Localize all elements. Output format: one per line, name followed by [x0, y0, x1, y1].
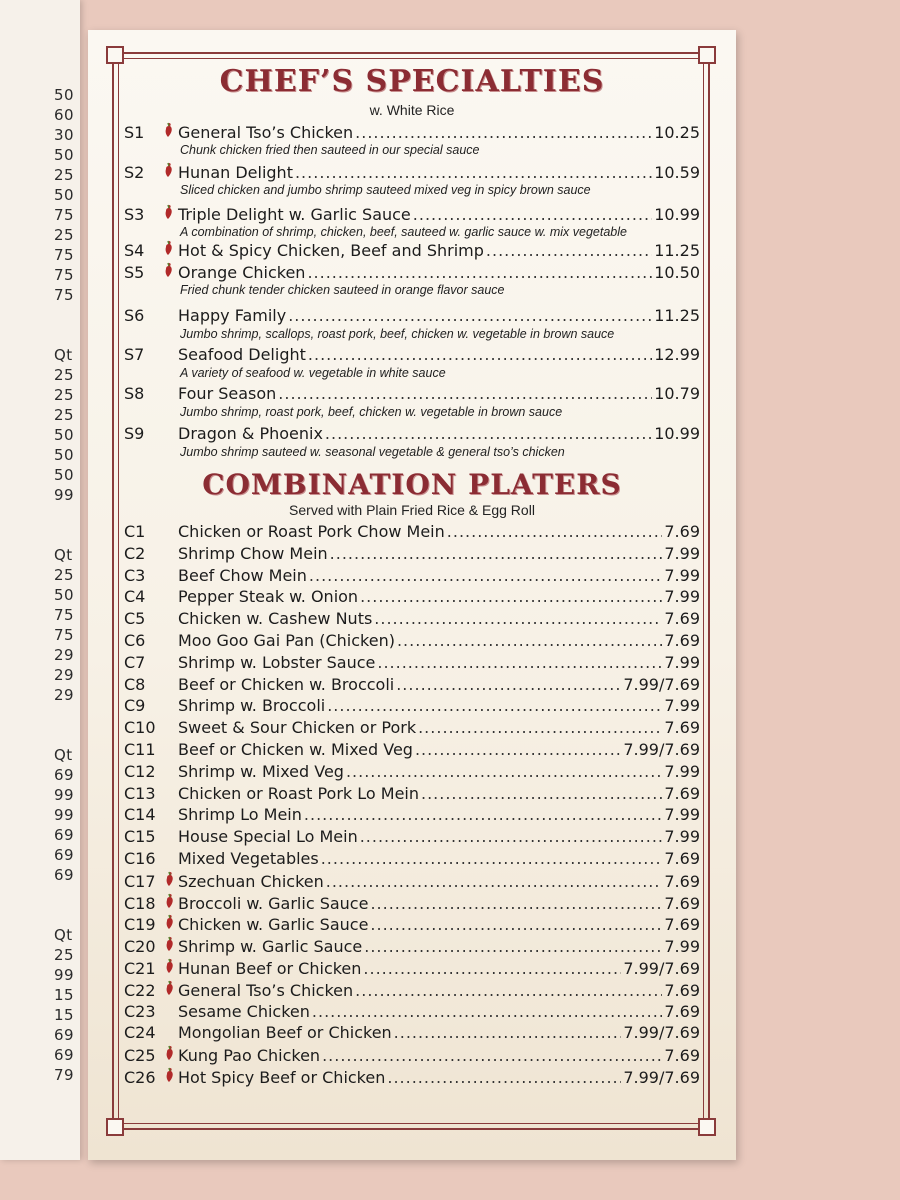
menu-item-row [124, 936, 700, 956]
menu-item-row [124, 675, 700, 694]
dot-leader [321, 849, 663, 868]
menu-item-row [124, 696, 700, 715]
item-name: Dragon & Phoenix [178, 424, 323, 443]
item-price: 7.99 [664, 761, 700, 781]
item-code: S5 [124, 263, 145, 282]
menu-item-row [124, 784, 700, 803]
left-page-number: Qt [54, 746, 73, 764]
item-code: C17 [124, 871, 156, 891]
item-code: C18 [124, 893, 156, 913]
dot-leader [309, 566, 662, 585]
dot-leader [486, 241, 652, 260]
left-page-number: 50 [54, 446, 75, 464]
item-code: S6 [124, 306, 145, 325]
chili-pepper-icon [158, 262, 178, 282]
menu-item-row [124, 587, 700, 606]
menu-item-row [124, 740, 700, 759]
dot-leader [288, 306, 652, 325]
left-page-number: 99 [54, 806, 75, 824]
item-name: Szechuan Chicken [178, 871, 324, 891]
dot-leader [394, 1023, 622, 1042]
item-price: 7.99 [664, 587, 700, 607]
item-name: Mixed Vegetables [178, 849, 319, 868]
left-page-number: 99 [54, 966, 75, 984]
item-name: Four Season [178, 384, 277, 403]
menu-item-row [124, 805, 700, 824]
left-page-number: 75 [54, 606, 75, 624]
item-description: Jumbo shrimp, roast pork, beef, chicken w. vegetable in brown sauce [180, 405, 563, 419]
left-page-number: 50 [54, 86, 75, 104]
item-name: House Special Lo Mein [178, 827, 358, 847]
left-page-number: 25 [54, 166, 75, 184]
menu-item-row [124, 162, 700, 182]
menu-item-row [124, 1023, 700, 1042]
item-name: Happy Family [178, 306, 287, 325]
left-page-number: Qt [54, 546, 73, 564]
item-code: C11 [124, 740, 156, 759]
item-code: C1 [124, 522, 146, 541]
item-price: 10.99 [654, 424, 700, 443]
dot-leader [308, 345, 652, 364]
menu-item-row [124, 384, 700, 403]
left-page-number: 69 [54, 766, 75, 784]
left-page-number: 69 [54, 1026, 75, 1044]
item-price: 7.99 [664, 696, 700, 716]
item-name: Mongolian Beef or Chicken [178, 1023, 392, 1043]
item-name: Chicken w. Cashew Nuts [178, 609, 373, 629]
item-code: C25 [124, 1046, 156, 1066]
item-name: Beef Chow Mein [178, 565, 307, 585]
item-price: 7.69 [664, 631, 700, 650]
item-code: C26 [124, 1068, 156, 1087]
chefs-specialties-subtitle: w. White Rice [369, 102, 455, 118]
chili-pepper-icon [158, 240, 178, 260]
item-code: C8 [124, 674, 146, 694]
item-name: Beef or Chicken w. Broccoli [178, 674, 395, 694]
item-code: S7 [124, 345, 145, 364]
item-name: Hunan Delight [178, 163, 293, 182]
item-code: S4 [124, 241, 145, 260]
item-name: Chicken or Roast Pork Chow Mein [178, 522, 445, 541]
menu-item-row [124, 1067, 700, 1087]
dot-leader [360, 587, 662, 606]
left-page-number: 15 [54, 986, 75, 1004]
item-code: C3 [124, 565, 146, 585]
item-code: C20 [124, 937, 156, 957]
menu-card [88, 30, 736, 1160]
menu-item-row [124, 762, 700, 781]
item-price: 7.99 [664, 543, 700, 563]
item-name: Triple Delight w. Garlic Sauce [178, 205, 411, 224]
dot-leader [447, 522, 663, 541]
dot-leader [370, 894, 662, 913]
menu-item-row [124, 122, 700, 142]
chili-pepper-icon [160, 936, 178, 956]
menu-item-row [124, 718, 700, 737]
item-price: 7.69 [664, 871, 700, 891]
menu-item-row [124, 1002, 700, 1021]
item-name: Seafood Delight [178, 345, 306, 364]
menu-item-row [124, 204, 700, 224]
menu-item-row [124, 893, 700, 913]
item-price: 7.69 [664, 893, 700, 913]
dot-leader [312, 1002, 662, 1021]
item-price: 7.69 [664, 522, 700, 541]
item-name: Shrimp Lo Mein [178, 805, 302, 825]
item-price: 7.69 [664, 1046, 700, 1066]
dot-leader [325, 424, 652, 443]
dot-leader [415, 740, 621, 759]
item-price: 7.99/7.69 [623, 1068, 700, 1087]
menu-item-row [124, 980, 700, 1000]
item-price: 12.99 [654, 345, 700, 364]
menu-item-row [124, 522, 700, 541]
menu-item-row [124, 914, 700, 934]
dot-leader [374, 609, 662, 628]
item-code: S2 [124, 163, 145, 182]
chili-pepper-icon [160, 958, 178, 978]
menu-item-row [124, 958, 700, 978]
left-page-number: 75 [54, 286, 75, 304]
item-name: Shrimp w. Garlic Sauce [178, 937, 363, 957]
dot-leader [322, 1046, 662, 1065]
left-page-number: 50 [54, 146, 75, 164]
item-code: C16 [124, 849, 156, 868]
left-page-number: 25 [54, 566, 75, 584]
item-code: S9 [124, 424, 145, 443]
item-name: Hot & Spicy Chicken, Beef and Shrimp [178, 241, 484, 260]
left-page-number: 69 [54, 826, 75, 844]
item-name: Hot Spicy Beef or Chicken [178, 1068, 386, 1087]
dot-leader [307, 263, 652, 282]
dot-leader [397, 631, 662, 650]
item-code: C10 [124, 718, 156, 738]
left-page-number: 69 [54, 1046, 75, 1064]
item-name: General Tso’s Chicken [178, 123, 354, 142]
corner-ornament [106, 1118, 124, 1136]
menu-item-row [124, 653, 700, 672]
item-price: 7.69 [664, 915, 700, 935]
dot-leader [327, 696, 662, 715]
item-name: Shrimp w. Mixed Veg [178, 761, 344, 781]
item-price: 7.69 [664, 1001, 700, 1021]
item-description: Fried chunk tender chicken sauteed in orange flavor sauce [180, 283, 505, 297]
chili-pepper-icon [160, 871, 178, 891]
corner-ornament [698, 46, 716, 64]
item-code: C5 [124, 609, 146, 629]
corner-ornament [698, 1118, 716, 1136]
item-name: Shrimp w. Broccoli [178, 696, 326, 716]
chili-pepper-icon [158, 122, 178, 142]
left-page-number: 75 [54, 206, 75, 224]
item-name: Pepper Steak w. Onion [178, 587, 359, 607]
item-code: C23 [124, 1001, 156, 1021]
dot-leader [330, 544, 663, 563]
combination-platers-subtitle: Served with Plain Fried Rice & Egg Roll [289, 502, 535, 518]
left-page-number: 29 [54, 686, 75, 704]
dot-leader [295, 163, 652, 182]
left-page-number: 50 [54, 466, 75, 484]
item-code: C21 [124, 959, 156, 978]
item-code: C6 [124, 631, 146, 650]
left-page-number: 50 [54, 586, 75, 604]
item-price: 7.69 [664, 980, 700, 1000]
left-page-number: 25 [54, 226, 75, 244]
dot-leader [377, 653, 662, 672]
item-code: C22 [124, 980, 156, 1000]
menu-item-row [124, 306, 700, 325]
menu-item-row [124, 424, 700, 443]
chili-pepper-icon [158, 162, 178, 182]
left-page-number: Qt [54, 926, 73, 944]
left-page-number: 69 [54, 866, 75, 884]
left-page-number: 29 [54, 646, 75, 664]
dot-leader [326, 872, 663, 891]
menu-item-row [124, 871, 700, 891]
chili-pepper-icon [160, 1067, 178, 1087]
item-code: S1 [124, 123, 145, 142]
left-page-number: 75 [54, 246, 75, 264]
item-name: Shrimp w. Lobster Sauce [178, 652, 376, 672]
item-code: C2 [124, 543, 146, 563]
item-name: Broccoli w. Garlic Sauce [178, 893, 369, 913]
item-name: Orange Chicken [178, 263, 306, 282]
left-page-number: 50 [54, 186, 75, 204]
item-name: General Tso’s Chicken [178, 980, 354, 1000]
dot-leader [413, 205, 652, 224]
item-price: 11.25 [654, 306, 700, 325]
item-code: C7 [124, 652, 146, 672]
left-page-number: 25 [54, 406, 75, 424]
left-page-number: 79 [54, 1066, 75, 1084]
chili-pepper-icon [160, 893, 178, 913]
left-page-number: 60 [54, 106, 75, 124]
left-page-number: 75 [54, 626, 75, 644]
dot-leader [396, 675, 621, 694]
item-description: A combination of shrimp, chicken, beef, sauteed w. garlic sauce w. mix vegetable [180, 225, 627, 239]
left-page-number: Qt [54, 346, 73, 364]
menu-item-row [124, 544, 700, 563]
item-code: C4 [124, 587, 146, 607]
chili-pepper-icon [158, 204, 178, 224]
left-page-number: 99 [54, 786, 75, 804]
item-price: 10.59 [654, 163, 700, 182]
item-price: 10.99 [654, 205, 700, 224]
dot-leader [278, 384, 652, 403]
item-name: Sesame Chicken [178, 1001, 310, 1021]
menu-item-row [124, 566, 700, 585]
dot-leader [363, 959, 621, 978]
item-price: 7.99 [664, 565, 700, 585]
menu-item-row [124, 609, 700, 628]
dot-leader [387, 1068, 621, 1087]
item-code: C12 [124, 761, 156, 781]
item-code: C24 [124, 1023, 156, 1043]
item-code: C13 [124, 783, 156, 803]
menu-item-row [124, 240, 700, 260]
item-name: Sweet & Sour Chicken or Pork [178, 718, 417, 738]
menu-item-row [124, 1045, 700, 1065]
item-price: 7.99 [664, 652, 700, 672]
corner-ornament [106, 46, 124, 64]
item-price: 7.69 [664, 783, 700, 803]
item-price: 7.99/7.69 [623, 1023, 700, 1043]
dot-leader [346, 762, 662, 781]
item-price: 7.69 [664, 718, 700, 738]
dot-leader [355, 123, 652, 142]
item-price: 7.99 [664, 827, 700, 847]
left-page-number: 75 [54, 266, 75, 284]
item-code: C14 [124, 805, 156, 825]
dot-leader [304, 805, 662, 824]
item-code: S8 [124, 384, 145, 403]
item-name: Chicken or Roast Pork Lo Mein [178, 783, 419, 803]
item-price: 10.79 [654, 384, 700, 403]
left-page-number: 99 [54, 486, 75, 504]
left-page-number: 25 [54, 386, 75, 404]
menu-item-row [124, 849, 700, 868]
dot-leader [421, 784, 662, 803]
menu-item-row [124, 631, 700, 650]
item-name: Kung Pao Chicken [178, 1046, 321, 1066]
item-price: 7.99/7.69 [623, 959, 700, 978]
item-code: C19 [124, 915, 156, 935]
chili-pepper-icon [160, 980, 178, 1000]
item-code: C9 [124, 696, 146, 716]
left-page-number: 50 [54, 426, 75, 444]
combination-platers-title: COMBINATION PLATERS [202, 468, 622, 501]
item-code: S3 [124, 205, 145, 224]
dot-leader [355, 981, 662, 1000]
item-price: 10.50 [654, 263, 700, 282]
left-page-number: 15 [54, 1006, 75, 1024]
menu-item-row [124, 345, 700, 364]
item-description: A variety of seafood w. vegetable in white sauce [180, 366, 446, 380]
chili-pepper-icon [160, 1045, 178, 1065]
menu-item-row [124, 827, 700, 846]
dot-leader [360, 827, 663, 846]
left-page-number: 30 [54, 126, 75, 144]
item-description: Chunk chicken fried then sauteed in our special sauce [180, 143, 480, 157]
item-price: 11.25 [654, 241, 700, 260]
left-page-number: 25 [54, 946, 75, 964]
item-description: Sliced chicken and jumbo shrimp sauteed mixed veg in spicy brown sauce [180, 183, 591, 197]
item-price: 7.99 [664, 937, 700, 957]
item-description: Jumbo shrimp sauteed w. seasonal vegetable & general tso’s chicken [180, 445, 565, 459]
item-price: 7.99/7.69 [623, 740, 700, 759]
item-price: 7.99 [664, 805, 700, 825]
item-name: Beef or Chicken w. Mixed Veg [178, 740, 413, 759]
left-page-number: 69 [54, 846, 75, 864]
left-page-number: 29 [54, 666, 75, 684]
dot-leader [364, 937, 662, 956]
previous-page-edge [0, 0, 80, 1160]
item-code: C15 [124, 827, 156, 847]
item-price: 10.25 [654, 123, 700, 142]
item-name: Hunan Beef or Chicken [178, 959, 362, 978]
item-price: 7.69 [664, 609, 700, 629]
item-name: Shrimp Chow Mein [178, 543, 328, 563]
chili-pepper-icon [160, 914, 178, 934]
item-description: Jumbo shrimp, scallops, roast pork, beef, chicken w. vegetable in brown sauce [180, 327, 615, 341]
chefs-specialties-title: CHEF’S SPECIALTIES [219, 64, 605, 99]
left-page-number: 25 [54, 366, 75, 384]
item-name: Chicken w. Garlic Sauce [178, 915, 369, 935]
item-price: 7.99/7.69 [623, 674, 700, 694]
menu-item-row [124, 262, 700, 282]
item-name: Moo Goo Gai Pan (Chicken) [178, 631, 395, 650]
dot-leader [370, 915, 662, 934]
dot-leader [418, 718, 662, 737]
item-price: 7.69 [664, 849, 700, 868]
